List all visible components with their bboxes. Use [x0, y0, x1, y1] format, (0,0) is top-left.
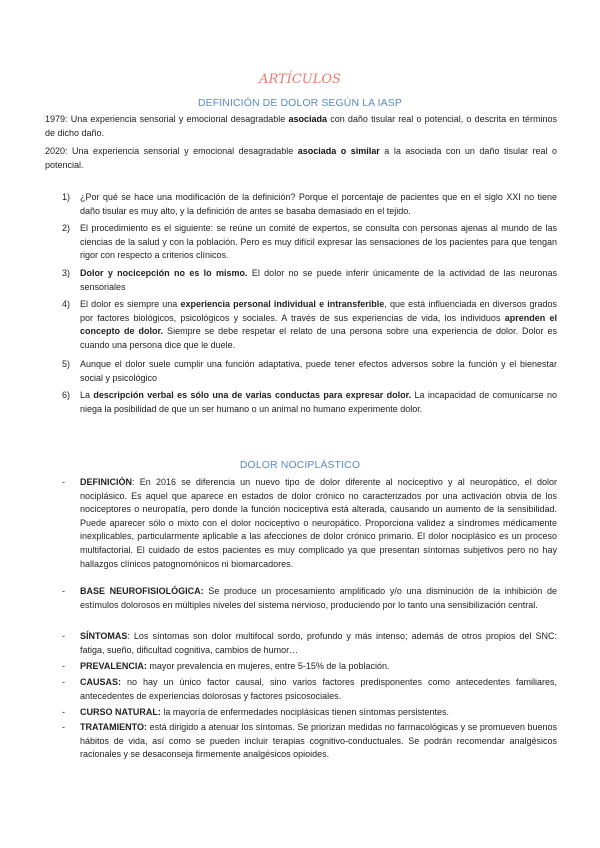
list-item: 2) El procedimiento es el siguiente: se reúne un comité de expertos, se consulta con personas ajenas al mundo de las ciencias de la salud y con la población. Pero es muy difícil expresar las sensaciones de los pacientes para que tengan rigor con respecto a criterios clínicos.: [62, 223, 557, 261]
list-item: 6) La descripción verbal es sólo una de varias conductas para expresar dolor. La incapacidad de comunicarse no niega la posibilidad de que un ser humano o un animal no humano experimente dolor.: [62, 390, 558, 414]
list-item: 1) ¿Por qué se hace una modificación de la definición? Porque el porcentaje de pacientes que en el siglo XXI no tiene daño tisular es muy alto, y la definición de antes se basaba demasiado en el tejido.: [62, 192, 557, 216]
list-item: 5) Aunque el dolor suele cumplir una función adaptativa, puede tener efectos adversos sobre la función y el bienestar social y psicológico: [62, 359, 557, 383]
list-item: - BASE NEUROFISIOLÓGICA: Se produce un procesamiento amplificado y/o una disminución de la inhibición de estímulos dolorosos en múltiples niveles del sistema nervioso, produciendo por lo tanto una sensibilización central.: [62, 586, 557, 610]
list-item: - PREVALENCIA: mayor prevalencia en mujeres, entre 5-15% de la población.: [62, 661, 390, 671]
definition-1979: 1979: Una experiencia sensorial y emocional desagradable asociada con daño tisular real o potencial, o descrita en términos de dicho daño.: [45, 114, 557, 138]
list-item: 4) El dolor es siempre una experiencia personal individual e intransferible, que está influenciada en diversos grados por factores biológicos, psicológicos y sociales. A través de sus experiencias de vida, los individuos aprenden el concepto de dolor. Siempre se debe respetar el relato de una persona sobre una experiencia de dolor. Dolor es cuando una persona dice que le duele.: [62, 299, 558, 350]
list-item: - CAUSAS: no hay un único factor causal, sino varios factores predisponentes como antecedentes familiares, antecedentes de experiencias dolorosas y factores psicosociales.: [62, 677, 557, 701]
list-item: - SÍNTOMAS: Los síntomas son dolor multifocal sordo, profundo y más intenso; además de otros propios del SNC: fatiga, sueño, dificultad cognitiva, cambios de humor…: [62, 631, 557, 655]
definition-2020: 2020: Una experiencia sensorial y emocional desagradable asociada o similar a la asociada con un daño tisular real o potencial.: [45, 146, 557, 170]
list-item: 3) Dolor y nocicepción no es lo mismo. El dolor no se puede inferir únicamente de la actividad de las neuronas sensoriales: [62, 268, 557, 292]
list-item: - DEFINICIÓN: En 2016 se diferencia un nuevo tipo de dolor diferente al nociceptivo y al neuropático, el dolor nociplásico. Es aquel que aparece en estados de dolor crónico no caracterizados por una activación obvia de los nociceptores o neuropatía, pero donde la función nociceptiva está alterada, causando un aumento de la sensibilidad. Puede aparecer sólo o mixto con el dolor nociceptivo o neuropático. Proporciona validez a síndromes médicamente inexplicables, particularmente aplicable a las afecciones de dolor crónico primario. El dolor nociplásico es un proceso multifactorial. El cuidado de estos pacientes es muy complicado ya que presentan síntomas subjetivos pero no hay hallazgos clínicos patognomónicos ni biomarcadores.: [62, 477, 557, 569]
list-item: - CURSO NATURAL: la mayoría de enfermedades nociplásicas tienen síntomas persistentes.: [62, 707, 449, 717]
section-heading-nociplastic: DOLOR NOCIPLÁSTICO: [239, 459, 361, 471]
section-heading-iasp: DEFINICIÓN DE DOLOR SEGÚN LA IASP: [197, 97, 402, 109]
document-title: ARTÍCULOS: [259, 72, 341, 87]
list-item: - TRATAMIENTO: está dirigido a atenuar los síntomas. Se priorizan medidas no farmacológicas y se promueven buenos hábitos de vida, así como se pueden incluir terapias cognitivo-conductuales. Se podrán recomendar analgésicos racionales y se desaconseja firmemente analgésicos opioides.: [62, 722, 557, 760]
